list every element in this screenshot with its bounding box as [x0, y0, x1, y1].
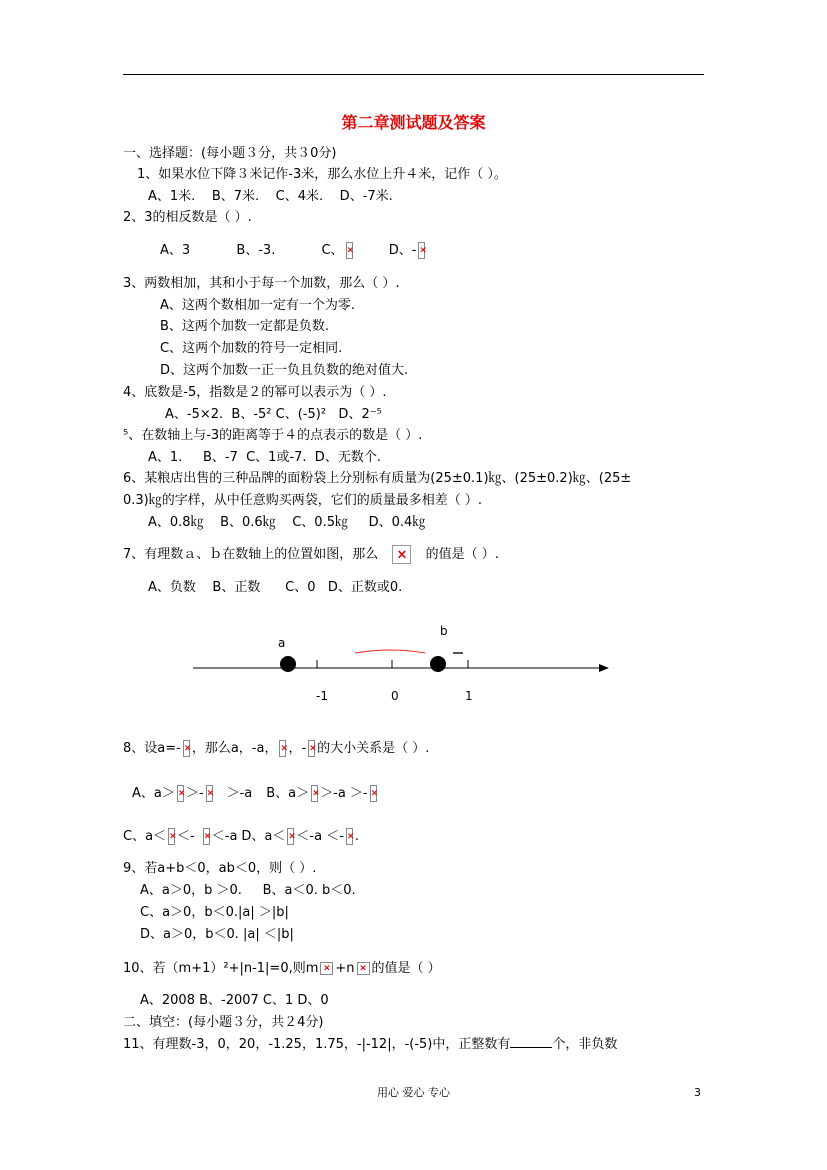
q2-option-c: C、	[321, 243, 344, 258]
q8-option-b-part-1: B、a＞	[266, 786, 310, 801]
q2-option-a: A、3	[160, 243, 191, 258]
q7-stem-end: 的值是（ ）.	[425, 547, 499, 562]
q8-option-d-part-1: D、a＜	[241, 829, 286, 844]
q4-stem: 4、底数是-5，指数是２的幂可以表示为（ ）.	[123, 385, 387, 400]
q1-stem: 1、如果水位下降３米记作-3米，那么水位上升４米，记作（ ）。	[137, 167, 507, 182]
point-a	[280, 656, 296, 672]
q8-options-cd	[123, 828, 359, 846]
q7-options: A、负数 B、正数 C、0 D、正数或0.	[148, 580, 403, 595]
broken-image-icon	[357, 962, 370, 975]
q3-option-a: A、这两个数相加一定有一个为零.	[160, 298, 356, 313]
arc-mark	[355, 650, 425, 653]
q3-option-d: D、这两个加数一正一负且负数的绝对值大.	[160, 363, 409, 378]
broken-image-icon	[418, 242, 425, 259]
q5-stem: ⁵、在数轴上与-3的距离等于４的点表示的数是（ ）.	[123, 428, 423, 443]
q2-options	[160, 242, 427, 260]
q11-stem	[123, 1035, 617, 1054]
q4-options: A、-5×2. B、-5² C、(-5)² D、2⁻⁵	[165, 407, 382, 422]
q8-option-a-part-2: ＞-	[185, 786, 204, 801]
q8-option-d-part-3: .	[354, 829, 360, 844]
page-number: 3	[694, 1086, 701, 1099]
page-title: 第二章测试题及答案	[341, 113, 486, 132]
q8-options-ab	[132, 785, 379, 803]
broken-image-icon	[311, 785, 318, 802]
q7-stem	[123, 545, 499, 565]
broken-image-icon	[346, 828, 353, 845]
arrow-head-icon	[599, 664, 609, 672]
page-footer: 用心 爱心 专心	[377, 1086, 450, 1099]
tick-label-minus-1: -1	[316, 689, 328, 703]
q11-stem-part-2: 个，非负数	[552, 1037, 618, 1052]
q7-stem-start: 7、有理数ａ、ｂ在数轴上的位置如图，那么	[123, 547, 379, 562]
label-a: a	[278, 636, 286, 650]
q9-options-ab: A、a＞0，b ＞0. B、a＜0. b＜0.	[140, 883, 356, 898]
broken-image-icon	[346, 242, 353, 259]
broken-image-icon	[177, 785, 184, 802]
broken-image-icon	[308, 740, 315, 757]
broken-image-icon	[206, 785, 213, 802]
broken-image-icon	[203, 828, 210, 845]
header-rule	[123, 74, 704, 75]
broken-image-icon	[370, 785, 377, 802]
q8-stem-part-4: 的大小关系是（ ）.	[317, 741, 430, 756]
broken-image-icon	[287, 828, 294, 845]
q3-option-b: B、这两个加数一定都是负数.	[160, 319, 330, 334]
q10-stem	[123, 960, 441, 978]
tick-label-0: 0	[391, 689, 399, 703]
q8-option-c-part-3: ＜-a	[211, 829, 238, 844]
q2-option-d: D、-	[388, 243, 417, 258]
q3-option-c: C、这两个加数的符号一定相同.	[160, 341, 343, 356]
answer-blank[interactable]	[510, 1035, 552, 1048]
q10-stem-part-2: +n	[335, 961, 355, 976]
q10-options: A、2008 B、-2007 C、1 D、0	[140, 993, 329, 1008]
q9-option-d: D、a＞0，b＜0. |a| ＜|b|	[140, 927, 294, 942]
broken-image-icon	[392, 545, 411, 564]
q5-options: A、1. B、-7 C、1或-7. D、无数个.	[148, 450, 381, 465]
q1-options: A、1米. B、7米. C、4米. D、-7米.	[148, 189, 393, 204]
q8-stem-part-2: ，那么a，-a，	[191, 741, 278, 756]
broken-image-icon	[279, 740, 286, 757]
q8-option-a-part-3: ＞-a	[226, 786, 253, 801]
q8-option-c-part-2: ＜-	[177, 829, 195, 844]
q2-stem: 2、3的相反数是（ ）.	[123, 210, 252, 225]
q6-line-2: 0.3)㎏的字样，从中任意购买两袋，它们的质量最多相差（ ）.	[123, 493, 483, 508]
q11-stem-part-1: 11、有理数-3，0，20，-1.25，1.75，-|-12|，-(-5)中，正整数有	[123, 1037, 511, 1052]
label-b: b	[440, 624, 448, 638]
q8-option-a-part-1: A、a＞	[132, 786, 175, 801]
q6-options: A、0.8㎏ B、0.6㎏ C、0.5㎏ D、0.4㎏	[148, 515, 426, 530]
broken-image-icon	[320, 962, 333, 975]
q6-line-1: 6、某粮店出售的三种品牌的面粉袋上分别标有质量为(25±0.1)㎏、(25±0.2)㎏、(25±	[123, 471, 632, 486]
q3-stem: 3、两数相加，其和小于每一个加数，那么（ ）.	[123, 276, 400, 291]
q8-stem-part-3: ，-	[288, 741, 307, 756]
section-2-heading: 二、填空：(每小题３分，共２4分)	[123, 1015, 324, 1030]
q8-option-d-part-2: ＜-a ＜-	[296, 829, 344, 844]
number-line-figure	[185, 620, 615, 710]
q8-stem-part-1: 8、设a=-	[123, 741, 181, 756]
q9-stem: 9、若a+b＜0，ab＜0，则（ ）.	[123, 861, 317, 876]
broken-image-icon	[183, 740, 190, 757]
q8-option-b-part-2: ＞-a ＞-	[320, 786, 368, 801]
q8-stem	[123, 740, 429, 758]
tick-label-1: 1	[465, 689, 473, 703]
q2-option-b: B、-3.	[236, 243, 276, 258]
point-b	[430, 656, 446, 672]
q9-option-c: C、a＞0，b＜0.|a| ＞|b|	[140, 905, 289, 920]
q10-stem-part-1: 10、若（m+1）²+|n-1|=0,则m	[123, 961, 319, 976]
section-1-heading: 一、选择题：(每小题３分，共３0分)	[123, 146, 337, 161]
broken-image-icon	[168, 828, 175, 845]
q8-option-c-part-1: C、a＜	[123, 829, 167, 844]
q10-stem-part-3: 的值是（ ）	[371, 961, 441, 976]
